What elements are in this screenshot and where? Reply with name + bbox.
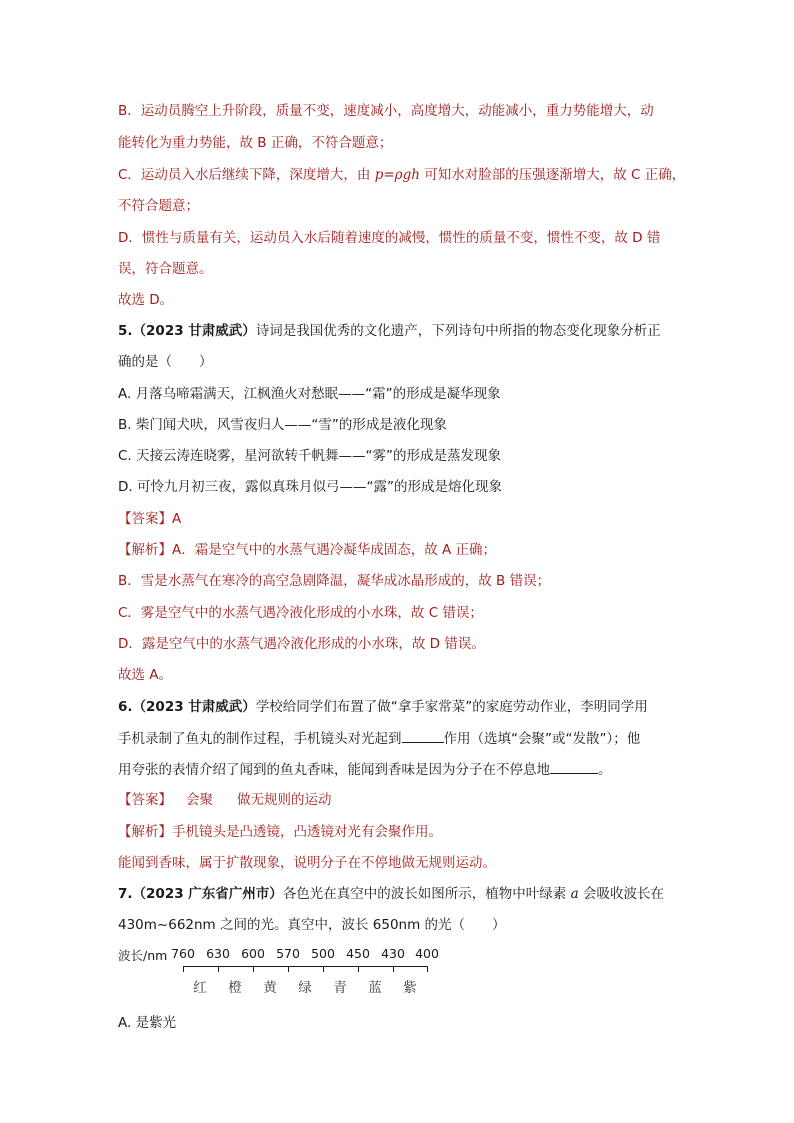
analysis-label: 【解析】 bbox=[118, 824, 172, 840]
q5-option-d: D. 可怜九月初三夜，露似真珠月似弓——“露”的形成是熔化现象 bbox=[118, 479, 502, 495]
color-label-red: 红 bbox=[193, 980, 207, 996]
axis-tick bbox=[218, 966, 219, 972]
q7-stem-line1 bbox=[118, 884, 664, 904]
wavelength-label: 630 bbox=[206, 946, 230, 961]
color-label-orange: 橙 bbox=[228, 980, 242, 996]
color-label-yellow: 黄 bbox=[263, 980, 277, 996]
wavelength-label: 430 bbox=[381, 946, 405, 961]
q6-stem-line2-pre: 手机录制了鱼丸的制作过程，手机镜头对光起到 bbox=[118, 731, 402, 747]
wavelength-label: 600 bbox=[241, 946, 265, 961]
q4-option-d-line2: 误，符合题意。 bbox=[118, 261, 213, 277]
q7-stem-post: 会吸收波长在 bbox=[578, 886, 664, 902]
answer-blank-2[interactable] bbox=[550, 759, 598, 774]
q6-stem-line3-post: 。 bbox=[598, 762, 612, 778]
q4-conclusion: 故选 D。 bbox=[118, 292, 174, 308]
analysis-label: 【解析】 bbox=[118, 542, 172, 558]
q5-answer-value: A bbox=[172, 511, 182, 527]
q5-analysis-a bbox=[118, 540, 496, 560]
q6-answer bbox=[118, 790, 332, 810]
q4-c-text-post: 可知水对脸部的压强逐渐增大，故 C 正确， bbox=[419, 167, 686, 183]
q6-number: 6. bbox=[118, 699, 133, 715]
q6-answer-2: 做无规则的运动 bbox=[237, 792, 332, 808]
color-label-green: 绿 bbox=[298, 980, 312, 996]
q5-analysis-c: C．雾是空气中的水蒸气遇冷液化形成的小水珠，故 C 错误； bbox=[118, 605, 483, 621]
axis-tick bbox=[358, 966, 359, 972]
answer-blank-1[interactable] bbox=[402, 728, 444, 743]
wavelength-figure bbox=[118, 942, 438, 1002]
q6-source: （2023 甘肃威武） bbox=[132, 699, 256, 715]
q4-option-b-line2: 能转化为重力势能，故 B 正确，不符合题意； bbox=[118, 135, 393, 151]
wavelength-label: 570 bbox=[276, 946, 300, 961]
axis-tick bbox=[253, 966, 254, 972]
q5-stem-text: 诗词是我国优秀的文化遗产，下列诗句中所指的物态变化现象分析正 bbox=[255, 323, 661, 339]
q6-stem-line2-post: 作用（选填“会聚”或“发散”）；他 bbox=[443, 731, 641, 747]
q7-variable: a bbox=[570, 886, 579, 902]
q5-number: 5. bbox=[118, 323, 133, 339]
axis-label: 波长/nm bbox=[118, 948, 168, 963]
wavelength-label: 400 bbox=[415, 946, 439, 961]
axis-tick bbox=[323, 966, 324, 972]
axis-tick bbox=[393, 966, 394, 972]
q4-option-d-line1: D．惯性与质量有关，运动员入水后随着速度的减慢，惯性的质量不变，惯性不变，故 D 错 bbox=[118, 230, 661, 246]
q7-stem-pre: 各色光在真空中的波长如图所示，植物中叶绿素 bbox=[282, 886, 571, 902]
q7-option-a: A. 是紫光 bbox=[118, 1015, 177, 1031]
q6-stem-line1 bbox=[118, 697, 648, 717]
q6-analysis-line2: 能闻到香味，属于扩散现象，说明分子在不停地做无规则运动。 bbox=[118, 855, 496, 871]
q5-conclusion: 故选 A。 bbox=[118, 667, 173, 683]
q5-option-a: A. 月落乌啼霜满天，江枫渔火对愁眠——“霜”的形成是凝华现象 bbox=[118, 386, 501, 402]
q6-analysis-text: 手机镜头是凸透镜，凸透镜对光有会聚作用。 bbox=[172, 824, 442, 840]
q5-analysis-a-text: A．霜是空气中的水蒸气遇冷凝华成固态，故 A 正确； bbox=[172, 542, 497, 558]
q5-analysis-d: D．露是空气中的水蒸气遇冷液化形成的小水珠，故 D 错误。 bbox=[118, 636, 485, 652]
answer-label: 【答案】 bbox=[118, 511, 172, 527]
answer-label: 【答案】 bbox=[118, 792, 172, 808]
q5-analysis-b: B．雪是水蒸气在寒冷的高空急剧降温，凝华成冰晶形成的，故 B 错误； bbox=[118, 573, 551, 589]
q6-stem-line3 bbox=[118, 759, 612, 780]
q5-stem-line1 bbox=[118, 321, 661, 341]
q6-stem-text: 学校给同学们布置了做“拿手家常菜”的家庭劳动作业，李明同学用 bbox=[255, 699, 648, 715]
q4-c-text-pre: C．运动员入水后继续下降，深度增大，由 bbox=[118, 167, 375, 183]
wavelength-label: 760 bbox=[171, 946, 195, 961]
q5-stem-line2: 确的是（ ） bbox=[118, 354, 213, 370]
q5-answer bbox=[118, 509, 181, 529]
color-label-blue: 蓝 bbox=[368, 980, 382, 996]
q7-source: （2023 广东省广州市） bbox=[132, 886, 283, 902]
wavelength-axis bbox=[183, 966, 427, 967]
q6-stem-line2 bbox=[118, 728, 640, 749]
q4-option-b-line1: B．运动员腾空上升阶段，质量不变，速度减小，高度增大，动能减小，重力势能增大，动 bbox=[118, 103, 654, 119]
q7-number: 7. bbox=[118, 886, 133, 902]
color-label-violet: 紫 bbox=[403, 980, 417, 996]
axis-tick bbox=[288, 966, 289, 972]
q7-stem-line2: 430m~662nm 之间的光。真空中，波长 650nm 的光（ ） bbox=[118, 917, 506, 933]
q6-answer-1: 会聚 bbox=[186, 792, 213, 808]
q4-option-c-line2: 不符合题意； bbox=[118, 198, 199, 214]
wavelength-label: 450 bbox=[346, 946, 370, 961]
q6-stem-line3-pre: 用夸张的表情介绍了闻到的鱼丸香味，能闻到香味是因为分子在不停息地 bbox=[118, 762, 550, 778]
q4-option-c-line1 bbox=[118, 165, 685, 185]
q6-analysis-line1 bbox=[118, 822, 442, 842]
q5-source: （2023 甘肃威武） bbox=[132, 323, 256, 339]
wavelength-label: 500 bbox=[311, 946, 335, 961]
axis-tick bbox=[183, 966, 184, 972]
q5-option-c: C. 天接云涛连晓雾，星河欲转千帆舞——“雾”的形成是蒸发现象 bbox=[118, 448, 501, 464]
color-label-cyan: 青 bbox=[333, 980, 347, 996]
axis-tick bbox=[427, 966, 428, 972]
q5-option-b: B. 柴门闻犬吠，风雪夜归人——“雪”的形成是液化现象 bbox=[118, 417, 447, 433]
pressure-formula: p=ρgh bbox=[374, 167, 420, 183]
